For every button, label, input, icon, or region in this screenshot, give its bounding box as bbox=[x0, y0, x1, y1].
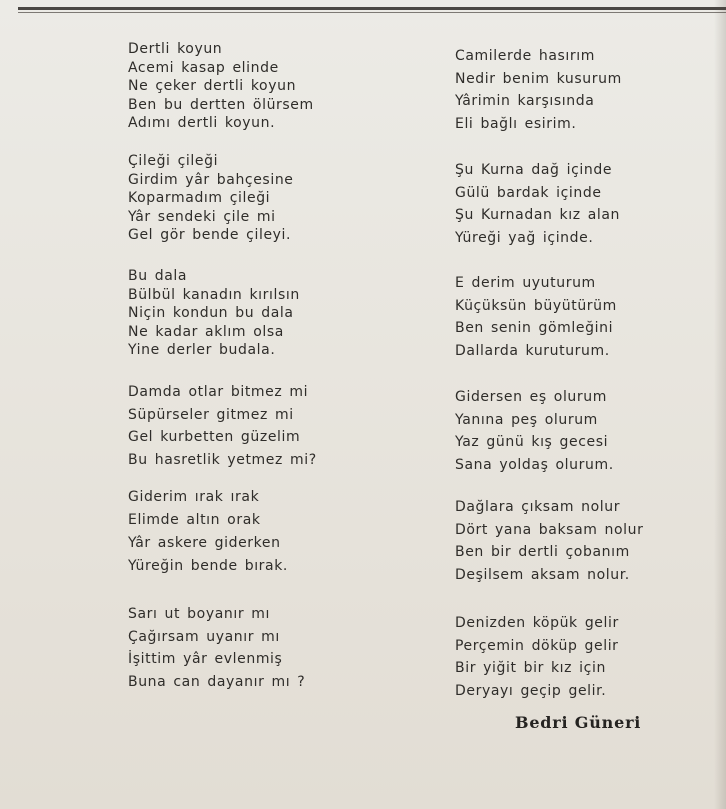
stanza bbox=[455, 612, 726, 702]
poem-line: İşittim yâr evlenmiş bbox=[128, 651, 283, 667]
poem-line: Eli bağlı esirim. bbox=[455, 115, 577, 132]
poem-line: Acemi kasap elinde bbox=[128, 59, 279, 76]
poem-line: Dört yana baksam nolur bbox=[455, 521, 644, 538]
stanza bbox=[128, 267, 428, 360]
poem-line: Ben bir dertli çobanım bbox=[455, 544, 630, 560]
poem-line: Sana yoldaş olurum. bbox=[455, 456, 614, 473]
poem-line: Süpürseler gitmez mi bbox=[128, 406, 294, 423]
poem-line: Ben bu dertten ölürsem bbox=[128, 96, 314, 113]
poem-line: Perçemin döküp gelir bbox=[455, 637, 619, 654]
poem-line: Camilerde hasırım bbox=[455, 48, 595, 64]
poem-line: Buna can dayanır mı ? bbox=[128, 673, 306, 690]
poem-line: Giderim ırak ırak bbox=[128, 489, 260, 505]
poem-line: Çağırsam uyanır mı bbox=[128, 628, 280, 645]
poem-line: Koparmadım çileği bbox=[128, 190, 271, 206]
poem-line: Yârimin karşısında bbox=[455, 93, 595, 109]
poem-line: Yanına peş olurum bbox=[455, 411, 598, 428]
poem-line: Damda otlar bitmez mi bbox=[128, 384, 309, 400]
poem-line: Dertli koyun bbox=[128, 41, 223, 57]
poem-line: Şu Kurna dağ içinde bbox=[455, 162, 613, 178]
poem-line: Yine derler budala. bbox=[128, 342, 276, 358]
stanza bbox=[128, 152, 428, 245]
poem-line: Girdim yâr bahçesine bbox=[128, 171, 294, 188]
stanza bbox=[128, 603, 428, 693]
poem-line: Çileği çileği bbox=[128, 153, 219, 169]
poem-line: Denizden köpük gelir bbox=[455, 615, 619, 631]
poem-line: Ne çeker dertli koyun bbox=[128, 78, 297, 94]
poem-line: Gidersen eş olurum bbox=[455, 389, 607, 405]
stanza bbox=[128, 381, 428, 471]
stanza bbox=[455, 272, 726, 362]
poem-line: Yâr sendeki çile mi bbox=[128, 208, 276, 225]
poem-line: Ne kadar aklım olsa bbox=[128, 323, 284, 340]
top-rule bbox=[18, 7, 726, 10]
poem-line: Elimde altın orak bbox=[128, 512, 261, 528]
stanza bbox=[455, 496, 726, 586]
poem-line: Yüreğin bende bırak. bbox=[128, 558, 288, 574]
top-rule-thin bbox=[18, 12, 726, 13]
poem-line: Niçin kondun bu dala bbox=[128, 305, 294, 321]
poem-line: Bu hasretlik yetmez mi? bbox=[128, 451, 317, 468]
poem-line: Bülbül kanadın kırılsın bbox=[128, 286, 300, 303]
stanza bbox=[455, 159, 726, 249]
poem-line: Deryayı geçip gelir. bbox=[455, 682, 607, 699]
poem-line: Gel gör bende çileyi. bbox=[128, 227, 292, 243]
poem-line: E derim uyuturum bbox=[455, 275, 596, 291]
poem-line: Gülü bardak içinde bbox=[455, 184, 602, 201]
poem-line: Yüreği yağ içinde. bbox=[455, 229, 594, 246]
poem-line: Bir yiğit bir kız için bbox=[455, 660, 606, 676]
stanza bbox=[455, 386, 726, 476]
poem-line: Bu dala bbox=[128, 268, 188, 284]
poem-line: Dallarda kuruturum. bbox=[455, 342, 610, 359]
poem-line: Yâr askere giderken bbox=[128, 535, 281, 551]
poem-line: Ben senin gömleğini bbox=[455, 320, 614, 336]
stanza bbox=[455, 45, 726, 135]
poem-line: Sarı ut boyanır mı bbox=[128, 606, 270, 622]
poem-line: Deşilsem aksam nolur. bbox=[455, 566, 630, 583]
poem-line: Nedir benim kusurum bbox=[455, 70, 622, 87]
poem-line: Adımı dertli koyun. bbox=[128, 115, 276, 131]
stanza bbox=[128, 40, 428, 133]
poem-line: Şu Kurnadan kız alan bbox=[455, 207, 621, 223]
poem-line: Yaz günü kış gecesi bbox=[455, 434, 609, 450]
poem-line: Dağlara çıksam nolur bbox=[455, 499, 621, 515]
author-signature: Bedri Güneri bbox=[515, 713, 642, 732]
stanza bbox=[128, 486, 428, 578]
poem-line: Gel kurbetten güzelim bbox=[128, 429, 301, 445]
poem-line: Küçüksün büyütürüm bbox=[455, 297, 617, 314]
